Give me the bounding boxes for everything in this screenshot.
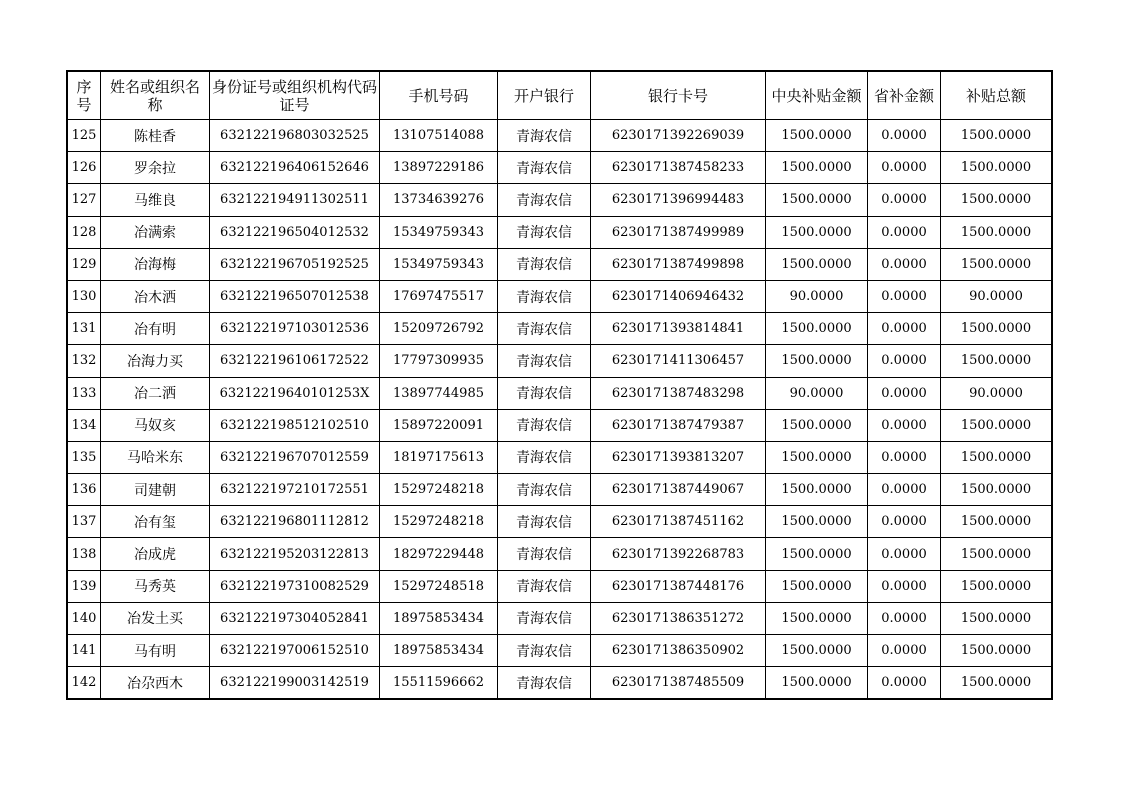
name-cell: 冶有明 — [101, 313, 210, 345]
serial-number-cell: 129 — [68, 248, 101, 280]
card-number-cell: 6230171386350902 — [591, 635, 766, 667]
phone-cell: 13734639276 — [380, 184, 498, 216]
total-subsidy-cell: 1500.0000 — [941, 506, 1052, 538]
bank-cell: 青海农信 — [498, 345, 591, 377]
name-cell: 冶有玺 — [101, 506, 210, 538]
bank-cell: 青海农信 — [498, 506, 591, 538]
total-subsidy-cell: 1500.0000 — [941, 313, 1052, 345]
bank-cell: 青海农信 — [498, 377, 591, 409]
phone-cell: 18975853434 — [380, 602, 498, 634]
central-subsidy-cell: 1500.0000 — [766, 474, 868, 506]
total-subsidy-cell: 1500.0000 — [941, 248, 1052, 280]
central-subsidy-cell: 1500.0000 — [766, 667, 868, 699]
phone-cell: 18975853434 — [380, 635, 498, 667]
name-cell: 冶满索 — [101, 216, 210, 248]
name-cell: 冶尕西木 — [101, 667, 210, 699]
name-cell: 冶成虎 — [101, 538, 210, 570]
provincial-subsidy-cell: 0.0000 — [868, 409, 941, 441]
table-row — [68, 602, 1052, 634]
card-number-cell: 6230171386351272 — [591, 602, 766, 634]
serial-number-cell: 134 — [68, 409, 101, 441]
card-number-cell: 6230171387451162 — [591, 506, 766, 538]
phone-cell: 15297248218 — [380, 506, 498, 538]
serial-number-cell: 140 — [68, 602, 101, 634]
serial-number-cell: 131 — [68, 313, 101, 345]
name-cell: 冶海力买 — [101, 345, 210, 377]
provincial-subsidy-cell: 0.0000 — [868, 377, 941, 409]
bank-cell: 青海农信 — [498, 602, 591, 634]
provincial-subsidy-cell: 0.0000 — [868, 635, 941, 667]
id-number-cell: 632122196803032525 — [210, 120, 380, 152]
central-subsidy-cell: 1500.0000 — [766, 538, 868, 570]
total-subsidy-cell: 90.0000 — [941, 377, 1052, 409]
id-number-cell: 632122196504012532 — [210, 216, 380, 248]
serial-number-cell: 135 — [68, 441, 101, 473]
card-number-cell: 6230171396994483 — [591, 184, 766, 216]
name-cell: 冶发土买 — [101, 602, 210, 634]
table-row — [68, 506, 1052, 538]
central-subsidy-cell: 1500.0000 — [766, 409, 868, 441]
name-cell: 陈桂香 — [101, 120, 210, 152]
provincial-subsidy-cell: 0.0000 — [868, 345, 941, 377]
table-header — [68, 72, 1052, 120]
id-number-cell: 632122197310082529 — [210, 570, 380, 602]
bank-cell: 青海农信 — [498, 441, 591, 473]
table-row — [68, 409, 1052, 441]
phone-cell: 13897744985 — [380, 377, 498, 409]
total-subsidy-cell: 1500.0000 — [941, 152, 1052, 184]
central-subsidy-cell: 1500.0000 — [766, 248, 868, 280]
provincial-subsidy-cell: 0.0000 — [868, 216, 941, 248]
total-subsidy-cell: 1500.0000 — [941, 570, 1052, 602]
id-number-cell: 632122197006152510 — [210, 635, 380, 667]
provincial-subsidy-cell: 0.0000 — [868, 441, 941, 473]
provincial-subsidy-cell: 0.0000 — [868, 248, 941, 280]
table-row — [68, 345, 1052, 377]
total-subsidy-cell: 1500.0000 — [941, 441, 1052, 473]
bank-cell: 青海农信 — [498, 216, 591, 248]
header-bank: 开户银行 — [498, 72, 591, 120]
provincial-subsidy-cell: 0.0000 — [868, 506, 941, 538]
provincial-subsidy-cell: 0.0000 — [868, 570, 941, 602]
bank-cell: 青海农信 — [498, 248, 591, 280]
serial-number-cell: 136 — [68, 474, 101, 506]
card-number-cell: 6230171406946432 — [591, 280, 766, 312]
card-number-cell: 6230171411306457 — [591, 345, 766, 377]
serial-number-cell: 139 — [68, 570, 101, 602]
id-number-cell: 632122196106172522 — [210, 345, 380, 377]
name-cell: 冶海梅 — [101, 248, 210, 280]
phone-cell: 18197175613 — [380, 441, 498, 473]
phone-cell: 15349759343 — [380, 216, 498, 248]
serial-number-cell: 142 — [68, 667, 101, 699]
table-row — [68, 152, 1052, 184]
header-central-subsidy: 中央补贴金额 — [766, 72, 868, 120]
card-number-cell: 6230171387499898 — [591, 248, 766, 280]
bank-cell: 青海农信 — [498, 667, 591, 699]
table-row — [68, 538, 1052, 570]
name-cell: 司建朝 — [101, 474, 210, 506]
header-phone: 手机号码 — [380, 72, 498, 120]
card-number-cell: 6230171392268783 — [591, 538, 766, 570]
name-cell: 冶二洒 — [101, 377, 210, 409]
card-number-cell: 6230171387499989 — [591, 216, 766, 248]
total-subsidy-cell: 1500.0000 — [941, 184, 1052, 216]
id-number-cell: 632122195203122813 — [210, 538, 380, 570]
card-number-cell: 6230171387485509 — [591, 667, 766, 699]
name-cell: 罗余拉 — [101, 152, 210, 184]
phone-cell: 15349759343 — [380, 248, 498, 280]
serial-number-cell: 138 — [68, 538, 101, 570]
id-number-cell: 632122196707012559 — [210, 441, 380, 473]
name-cell: 马秀英 — [101, 570, 210, 602]
table-row — [68, 635, 1052, 667]
central-subsidy-cell: 1500.0000 — [766, 635, 868, 667]
serial-number-cell: 133 — [68, 377, 101, 409]
card-number-cell: 6230171387448176 — [591, 570, 766, 602]
header-id-number: 身份证号或组织机构代码证号 — [210, 72, 380, 120]
id-number-cell: 632122198512102510 — [210, 409, 380, 441]
id-number-cell: 632122196406152646 — [210, 152, 380, 184]
id-number-cell: 632122196801112812 — [210, 506, 380, 538]
card-number-cell: 6230171393814841 — [591, 313, 766, 345]
central-subsidy-cell: 1500.0000 — [766, 120, 868, 152]
phone-cell: 15297248518 — [380, 570, 498, 602]
provincial-subsidy-cell: 0.0000 — [868, 538, 941, 570]
id-number-cell: 632122197103012536 — [210, 313, 380, 345]
card-number-cell: 6230171387458233 — [591, 152, 766, 184]
phone-cell: 17797309935 — [380, 345, 498, 377]
card-number-cell: 6230171393813207 — [591, 441, 766, 473]
total-subsidy-cell: 1500.0000 — [941, 216, 1052, 248]
card-number-cell: 6230171387479387 — [591, 409, 766, 441]
id-number-cell: 632122196507012538 — [210, 280, 380, 312]
total-subsidy-cell: 1500.0000 — [941, 120, 1052, 152]
provincial-subsidy-cell: 0.0000 — [868, 184, 941, 216]
table-row — [68, 377, 1052, 409]
header-name: 姓名或组织名称 — [101, 72, 210, 120]
name-cell: 冶木洒 — [101, 280, 210, 312]
serial-number-cell: 137 — [68, 506, 101, 538]
provincial-subsidy-cell: 0.0000 — [868, 280, 941, 312]
serial-number-cell: 132 — [68, 345, 101, 377]
id-number-cell: 632122197304052841 — [210, 602, 380, 634]
central-subsidy-cell: 90.0000 — [766, 377, 868, 409]
card-number-cell: 6230171387483298 — [591, 377, 766, 409]
central-subsidy-cell: 1500.0000 — [766, 602, 868, 634]
table-row — [68, 120, 1052, 152]
name-cell: 马奴亥 — [101, 409, 210, 441]
central-subsidy-cell: 90.0000 — [766, 280, 868, 312]
bank-cell: 青海农信 — [498, 570, 591, 602]
bank-cell: 青海农信 — [498, 280, 591, 312]
phone-cell: 15209726792 — [380, 313, 498, 345]
phone-cell: 15511596662 — [380, 667, 498, 699]
bank-cell: 青海农信 — [498, 635, 591, 667]
total-subsidy-cell: 1500.0000 — [941, 345, 1052, 377]
bank-cell: 青海农信 — [498, 409, 591, 441]
total-subsidy-cell: 90.0000 — [941, 280, 1052, 312]
serial-number-cell: 127 — [68, 184, 101, 216]
central-subsidy-cell: 1500.0000 — [766, 441, 868, 473]
total-subsidy-cell: 1500.0000 — [941, 635, 1052, 667]
table-row — [68, 313, 1052, 345]
central-subsidy-cell: 1500.0000 — [766, 152, 868, 184]
bank-cell: 青海农信 — [498, 152, 591, 184]
table-row — [68, 216, 1052, 248]
card-number-cell: 6230171387449067 — [591, 474, 766, 506]
serial-number-cell: 128 — [68, 216, 101, 248]
table-row — [68, 441, 1052, 473]
id-number-cell: 63212219640101253X — [210, 377, 380, 409]
serial-number-cell: 141 — [68, 635, 101, 667]
header-row — [68, 72, 1052, 120]
header-total-subsidy: 补贴总额 — [941, 72, 1052, 120]
phone-cell: 15297248218 — [380, 474, 498, 506]
id-number-cell: 632122196705192525 — [210, 248, 380, 280]
bank-cell: 青海农信 — [498, 313, 591, 345]
name-cell: 马维良 — [101, 184, 210, 216]
central-subsidy-cell: 1500.0000 — [766, 216, 868, 248]
phone-cell: 17697475517 — [380, 280, 498, 312]
total-subsidy-cell: 1500.0000 — [941, 667, 1052, 699]
id-number-cell: 632122197210172551 — [210, 474, 380, 506]
provincial-subsidy-cell: 0.0000 — [868, 602, 941, 634]
id-number-cell: 632122199003142519 — [210, 667, 380, 699]
table-row — [68, 667, 1052, 699]
phone-cell: 18297229448 — [380, 538, 498, 570]
bank-cell: 青海农信 — [498, 120, 591, 152]
serial-number-cell: 125 — [68, 120, 101, 152]
header-serial-number: 序号 — [68, 72, 101, 120]
subsidy-table — [67, 71, 1052, 699]
central-subsidy-cell: 1500.0000 — [766, 313, 868, 345]
card-number-cell: 6230171392269039 — [591, 120, 766, 152]
phone-cell: 13897229186 — [380, 152, 498, 184]
central-subsidy-cell: 1500.0000 — [766, 570, 868, 602]
provincial-subsidy-cell: 0.0000 — [868, 667, 941, 699]
total-subsidy-cell: 1500.0000 — [941, 474, 1052, 506]
name-cell: 马有明 — [101, 635, 210, 667]
total-subsidy-cell: 1500.0000 — [941, 409, 1052, 441]
table-body — [68, 120, 1052, 699]
provincial-subsidy-cell: 0.0000 — [868, 120, 941, 152]
bank-cell: 青海农信 — [498, 474, 591, 506]
table-row — [68, 184, 1052, 216]
serial-number-cell: 126 — [68, 152, 101, 184]
table-row — [68, 248, 1052, 280]
table-row — [68, 280, 1052, 312]
serial-number-cell: 130 — [68, 280, 101, 312]
provincial-subsidy-cell: 0.0000 — [868, 313, 941, 345]
central-subsidy-cell: 1500.0000 — [766, 184, 868, 216]
provincial-subsidy-cell: 0.0000 — [868, 152, 941, 184]
phone-cell: 15897220091 — [380, 409, 498, 441]
central-subsidy-cell: 1500.0000 — [766, 506, 868, 538]
id-number-cell: 632122194911302511 — [210, 184, 380, 216]
total-subsidy-cell: 1500.0000 — [941, 538, 1052, 570]
phone-cell: 13107514088 — [380, 120, 498, 152]
header-card-number: 银行卡号 — [591, 72, 766, 120]
name-cell: 马哈米东 — [101, 441, 210, 473]
provincial-subsidy-cell: 0.0000 — [868, 474, 941, 506]
bank-cell: 青海农信 — [498, 538, 591, 570]
table-row — [68, 474, 1052, 506]
table-row — [68, 570, 1052, 602]
total-subsidy-cell: 1500.0000 — [941, 602, 1052, 634]
bank-cell: 青海农信 — [498, 184, 591, 216]
central-subsidy-cell: 1500.0000 — [766, 345, 868, 377]
header-provincial-subsidy: 省补金额 — [868, 72, 941, 120]
